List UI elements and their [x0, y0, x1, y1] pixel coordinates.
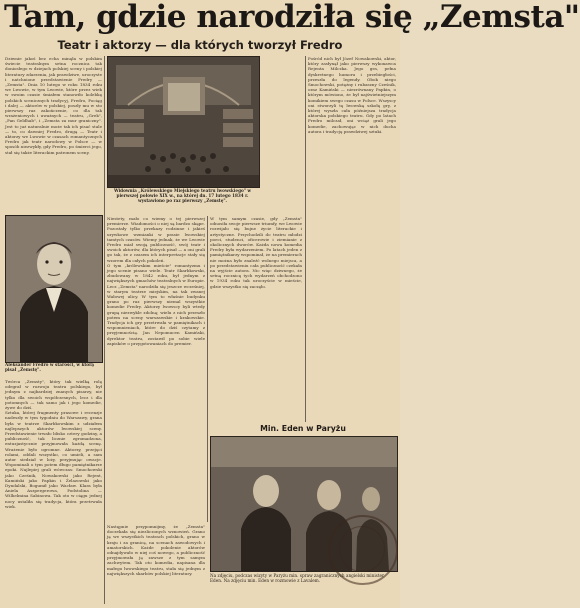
column-1-middle-paragraph: Twórca „Zemsty", który tak wielką rolę odegrał w rozwoju teatru polskiego, był jednym z najbardziej znanych pisarzy, nie tylko dla swoich współczesnych, lecz i dla potomnych — tak samo jak i jego komedie, żywe do dziś. [5, 379, 102, 411]
fredro-portrait-photo [5, 215, 103, 363]
headline: Tam, gdzie narodziła się „Zemsta" [4, 0, 580, 35]
column-3-bottom-paragraph: W tym samym czasie, gdy „Zemsta" odnosiła swoje pierwsze triumfy, we Lwowie rozwijało się bujne życie literackie i artystyczne. Przychodzili do teatru młodzi poeci, studenci, oficerowie i ziemianie z okolicznych dworów. Każda nowa komedia Fredry była wydarzeniem. Po latach jeden z pamiętnikarzy wspominał, że na premierach nie można było znaleźć wolnego miejsca, a po przedstawieniu cała publiczność czekała na wyjście autora. Nic więc dziwnego, że setną rocznicę tych wydarzeń obchodzono w 1934 roku tak uroczyście w mieście, gdzie wszystko się zaczęło. [210, 216, 303, 289]
column-2-bottom-paragraph: O tym „królewskim mieście" romantyzmu i jego scenie pisano wiele. Teatr Skarbkowski, zbudowany w 1842 roku, był jednym z największych gmachów teatralnych w Europie. Lecz „Zemsta" narodziła się jeszcze wcześniej, w starym teatrze miejskim, na tak zwanej Wałowej ulicy. W tym to właśnie budynku grano po raz pierwszy niemal wszystkie komedie Fredry. Aktorzy lwowscy byli wtedy grupą niezwykle zdolną; wielu z nich przeszło potem na sceny warszawskie i krakowskie. Tradycja ich gry przetrwała w pamiętnikach i wspomnieniach, które do dziś czytamy z przyjemnością. Jan Nepomucen Kamiński, dyrektor teatru, zostawił po sobie wiele zapisków o przygotowaniach do premier. [107, 262, 205, 346]
column-divider-2 [207, 216, 208, 522]
bottom-center-paragraph: Następnie przypomnijmy, że „Zemsta" doczekała się niezliczonych wznowień. Grano ją we wszystkich teatrach polskich, grano w kraju i za granicą, na scenach zawodowych i amatorskich. Każde pokolenie aktorów odnajdywało w niej coś nowego, a publiczność przyjmowała ją zawsze z tym samym zachwytem. Tak oto komedia, napisana dla małego lwowskiego teatru, stała się jednym z największych skarbów polskiej literatury. [107, 524, 205, 576]
theater-photo-caption: Widownia „Królewskiego Miejskiego teatru lwowskiego" w pierwszej połowie XIX w., na której dn. 17 lutego 1834 r. wystawiono po raz pierwszy „Zemstę". [113, 188, 252, 204]
right-column-paragraph: Pośród nich był Józef Nowakowski, aktor, który zasłynął jako pierwszy wykonawca Rejenta Milczka. Jego gra, pełna dyskretnego humoru i przebiegłości, przeszła do legendy. Obok niego Smochowski, potężny i rubaszny Cześnik, oraz Kamiński — niezrównany Papkin, o którym mówiono, że był najświetniejszym komikiem swego czasu w Polsce. Wszyscy oni stworzyli tę lwowską szkołę gry, z której wyszła cała późniejsza tradycja aktorska polskiego teatru. Gdy po latach Fredro milczał, oni wciąż grali jego komedie, zachowując w nich ducha autora i tradycję prawdziwej sztuki. [308, 56, 396, 134]
subheadline: Teatr i aktorzy — dla których tworzył Fredro [57, 38, 343, 52]
column-1-top-text [5, 56, 102, 216]
column-1-bottom-paragraph: Sztuka, której fragmenty prasowe i recenzje nadeszły w tym tygodniu do Warszawy, grana była w teatrze Skarbkowskim z udziałem najlepszych aktorów lwowskiej sceny. Przedstawienie trwało blisko cztery godziny, a publiczność, tak licznie zgromadzona, entuzjastycznie przyjmowała każdą scenę. Wrażenie było ogromne. Aktorzy, przejęci rolami, oddali wszystko, co umieli, a sam autor siedział w loży, przyjmując owacje. Wspominali o tym potem długo pamiętnikarze epoki. Najlepiej grali wówczas: Smochowski jako Cześnik, Nowakowski jako Rejent, Kamiński jako Papkin i Żelazowski jako Dyndalski, Bogumił jako Wacław. Klara była Aniela Aszpergerowa, Podstolina — Wilhelmina Sabinowa. Tak oto w ciągu jednej nocy ustaliła się tradycja, która przetrwała wiek. [5, 410, 102, 509]
bottom-center-text [107, 524, 205, 604]
column-4-text [263, 56, 303, 212]
column-divider-3 [305, 56, 306, 422]
fredro-portrait-image [6, 216, 102, 362]
library-stamp [328, 515, 398, 585]
right-column-text [308, 56, 396, 422]
column-2-top-paragraph: Niestety, mało co wiemy o tej pierwszej premierze. Wiadomości o niej są bardzo skąpe. Pozostały tylko przekazy rodzinne i jakieś urywkowe wzmianki w prasie lwowskiej tamtych czasów. Wiemy jednak, że we Lwowie Fredro miał swoją publiczność, swój teatr i swoich aktorów, dla których pisał — a oni grali go tak, że z czasem ich interpretacje stały się wzorem dla całych pokoleń. [107, 216, 205, 263]
theater-interior-image [108, 57, 259, 187]
column-1-top-paragraph: Dziwnie jakoś bez echa minęła w polskim świecie teatralnym setna rocznica tak doniosłego w dziejach polskiej sceny i polskiej literatury zdarzenia, jak prawdziwe, uroczyste i natchnione przedstawienie Fredry — „Zemsta". Dnia 10 lutego w roku 1834 roku we Lwowie, w tym Lwowie, które przez wiek w swoim czasie śmiałem stanowiło kolebkę polskich scenicznych tradycyj, Fredro, Pociąg i dalej — aktorów w polskiej, poszły mu w sto pierwszy raz zakończenie, co dla tak wrażeniowych i uważnych — teatru, „Grek", „Pan Geldhab", i „Zemsta za mur graniczny". Jest to już naturalnie może tak ich pisać stale — to, co dawniej Fredro, drugą — Teatr i aktorzy we Lwowie w czasach romantycznych Fredro jak teatr narodowy w Polsce — w sposób niezwykły, gdy Fredro, po śmierci jego, stał się także literackim patronem sceny. [5, 56, 102, 155]
eden-photo-caption: Na zdjęciu, podczas wizyty w Paryżu min. spraw zagranicznych angielski minister Eden. Na zdjęciu min. Eden w rozmowie z Lavalem. [210, 573, 384, 584]
fredro-portrait-caption: Aleksander Fredro w starości, w którą pisał „Zemstę". [5, 362, 95, 373]
column-1-bottom-text [5, 379, 102, 605]
column-divider-1 [104, 56, 105, 604]
eden-photo-heading: Min. Eden w Paryżu [260, 424, 346, 433]
theater-interior-photo [107, 56, 260, 188]
library-stamp-inner-ring [339, 526, 385, 572]
column-2-text [107, 216, 205, 522]
